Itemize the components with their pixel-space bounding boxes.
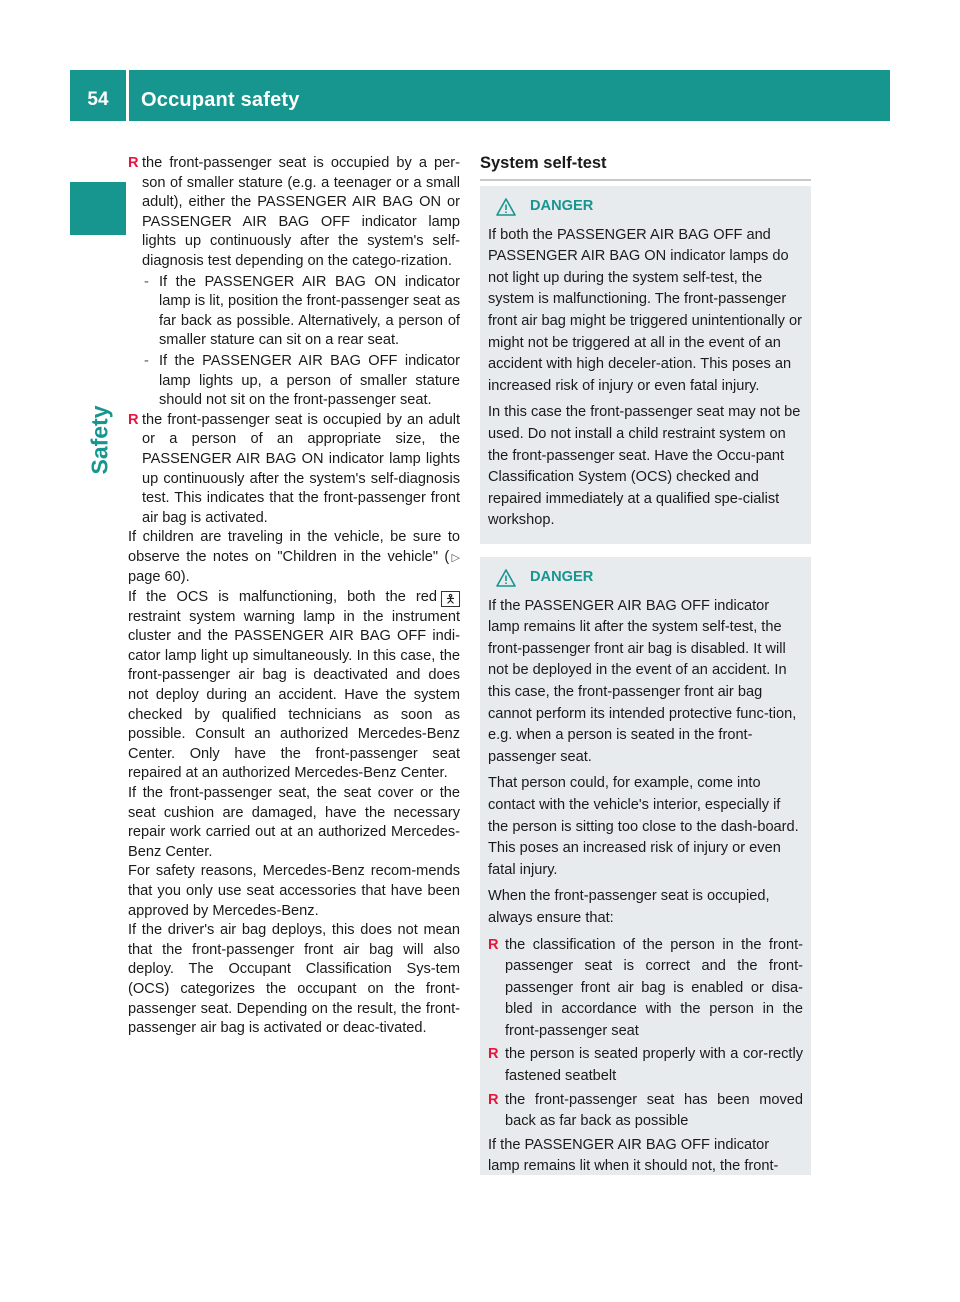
ocs-text-rest: restraint system warning lamp in the instrument cluster and the PASSENGER AIR BAG OFF indi-cator lamp light up simultaneously. In this case, the front-passenger air bag is deactivated and does not deploy during an accident. Have the system checked by qualified technicians as soon as possible. Consult an authorized Mercedes-Benz Center. Only have the front-passenger seat repaired at an authorized Mercedes-Benz Center. (128, 608, 460, 782)
page-reference-link[interactable]: page 60). (128, 569, 190, 586)
bullet-r-icon: R (488, 1046, 499, 1063)
children-paragraph (128, 528, 460, 588)
seat-cover-paragraph: If the front-passenger seat, the seat cover or the seat cushion are damaged, have the necessary repair work carried out at an authorized Mercedes-Benz Center. (128, 785, 460, 860)
sub-list-item-text: If the PASSENGER AIR BAG OFF indicator lamp lights up, a person of smaller stature should not sit on the front-passenger seat. (159, 352, 460, 409)
list-item (128, 411, 460, 529)
ocs-text-start: If the OCS is malfunctioning, both the red (128, 589, 437, 606)
danger-label: DANGER (530, 198, 594, 214)
section-heading: System self-test (480, 152, 811, 181)
list-item-text: the front-passenger seat has been moved back as far back as possible (505, 1091, 803, 1130)
sub-list-item (128, 273, 460, 351)
danger-header (496, 196, 803, 218)
page-title: Occupant safety (141, 89, 300, 111)
side-tab-block (70, 182, 126, 235)
danger-paragraph: If the PASSENGER AIR BAG OFF indicator lamp remains lit when it should not, the front- (488, 1136, 779, 1175)
list-item (128, 154, 460, 272)
danger-paragraph: If both the PASSENGER AIR BAG OFF and PASSENGER AIR BAG ON indicator lamps do not light up during the system self-test, the system is malfunctioning. The front-passenger front air bag might be triggered unintentionally or might not be triggered at all in the event of an accident with high deceler-ation. This poses an increased risk of injury or even fatal injury. (488, 226, 802, 394)
danger-paragraph: In this case the front-passenger seat may not be used. Do not install a child restraint system on the front-passenger seat. Have the Occu-pant Classification System (OCS) checked and repaired immediately at a qualified spe-cialist workshop. (488, 404, 801, 529)
left-column (128, 154, 460, 1039)
side-tab (80, 380, 120, 500)
dash-icon: - (144, 273, 149, 290)
children-text: If children are traveling in the vehicle, be sure to observe the notes on "Children in the vehicle" ( (128, 529, 460, 565)
list-item-text: the person is seated properly with a cor-rectly fastened seatbelt (505, 1046, 803, 1085)
triangle-right-icon: ▷ (449, 551, 460, 564)
danger-box (480, 186, 811, 544)
list-item (488, 1044, 803, 1087)
dash-icon: - (144, 352, 149, 369)
list-item-text: the front-passenger seat is occupied by an adult or a person of an appropriate size, the PASSENGER AIR BAG ON indicator lamp lights up continuously after the system's self-diagnosis test. This indicates that the front-passenger front air bag is activated. (142, 411, 460, 526)
bullet-r-icon: R (488, 936, 499, 953)
bullet-r-icon: R (128, 411, 139, 428)
side-tab-label: Safety (86, 405, 113, 475)
list-item-text: the classification of the person in the front-passenger seat is correct and the front-passenger front air bag is enabled or disa-bled in accordance with the person in the front-passenger seat (505, 936, 803, 1039)
danger-label: DANGER (530, 569, 594, 585)
bullet-r-icon: R (128, 155, 139, 171)
sub-list-item (128, 352, 460, 411)
page-number: 54 (87, 89, 109, 110)
danger-paragraph: When the front-passenger seat is occupied, always ensure that: (488, 888, 770, 926)
danger-paragraph: If the PASSENGER AIR BAG OFF indicator lamp remains lit after the system self-test, the front-passenger front air bag is disabled. It will not be deployed in the event of an accident. In this case, the front-passenger front air bag cannot perform its intended protective func-tion, e.g. when a person is seated in the front-passenger seat. (488, 597, 797, 765)
list-item (488, 935, 803, 1043)
danger-header (496, 567, 803, 589)
list-item (488, 1090, 803, 1133)
header-divider (126, 70, 129, 121)
safety-reasons-paragraph: For safety reasons, Mercedes-Benz recom-mends that you only use seat accessories that have been approved by Mercedes-Benz. (128, 863, 460, 919)
danger-box (480, 557, 811, 1175)
driver-airbag-paragraph: If the driver's air bag deploys, this does not mean that the front-passenger front air bag will also deploy. The Occupant Classification Sys-tem (OCS) categorizes the occupant on the front-passenger seat. Depending on the result, the front-passenger air bag is activated or deac-tivated. (128, 922, 460, 1037)
list-item-text: the front-passenger seat is occupied by a per-son of smaller stature (e.g. a teenager or a small adult), either the PASSENGER AIR BAG ON or PASSENGER AIR BAG OFF indicator lamp lights up continuously after the system's self-diagnosis test depending on the catego-rization. (142, 155, 460, 269)
bullet-r-icon: R (488, 1091, 499, 1108)
sub-list-item-text: If the PASSENGER AIR BAG ON indicator lamp is lit, position the front-passenger seat as far back as possible. Alternatively, a person of smaller stature can sit on a rear seat. (159, 273, 460, 349)
danger-paragraph: That person could, for example, come into contact with the vehicle's interior, especially if the person is sitting too close to the dash-board. This poses an increased risk of injury or even fatal injury. (488, 775, 799, 878)
ocs-paragraph (128, 588, 460, 784)
airbag-seat-icon: 🯅 (441, 591, 460, 607)
warning-triangle-icon (496, 198, 516, 216)
warning-triangle-icon (496, 569, 516, 587)
